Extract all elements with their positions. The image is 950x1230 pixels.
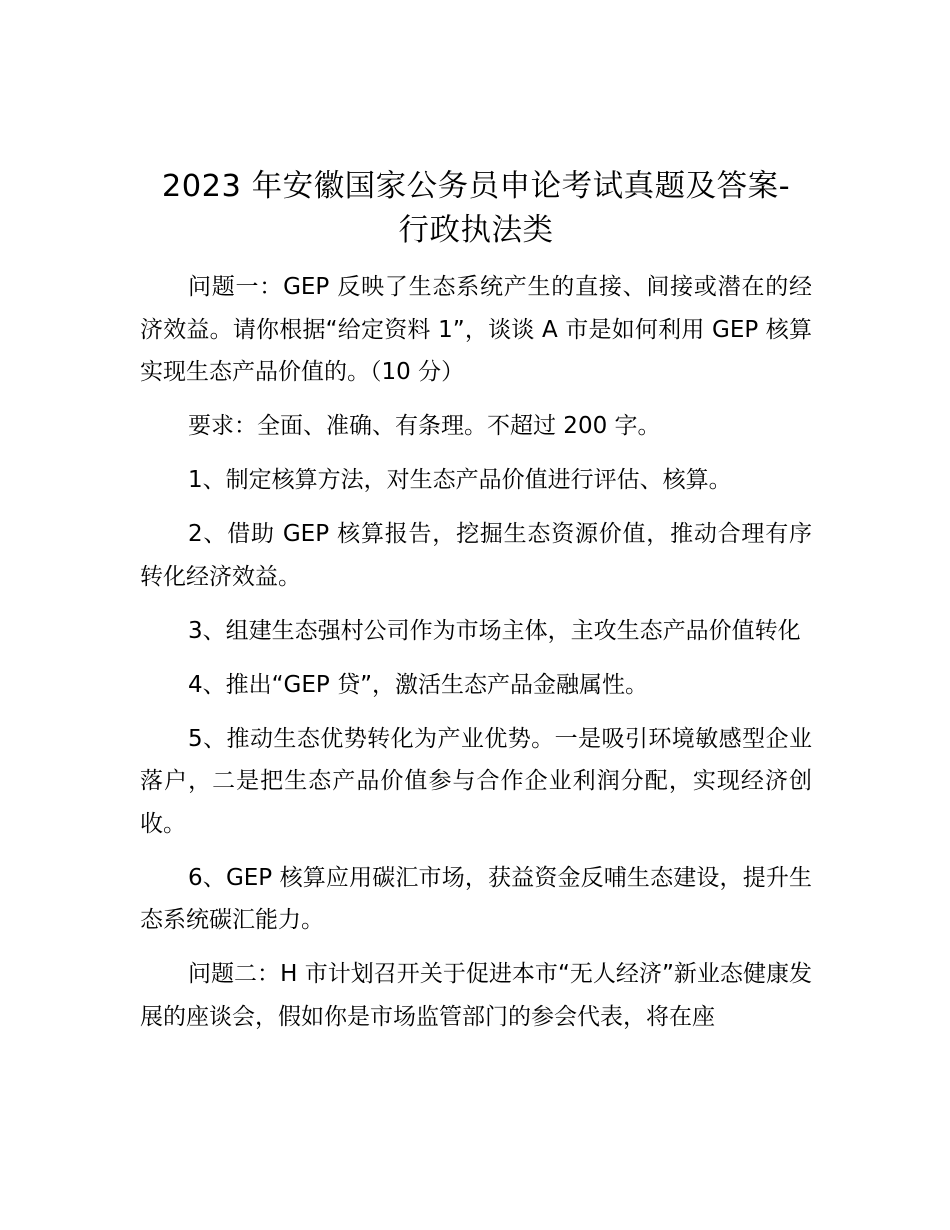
paragraph-question-1: 问题一：GEP 反映了生态系统产生的直接、间接或潜在的经济效益。请你根据“给定资料 1”，谈谈 A 市是如何利用 GEP 核算实现生态产品价值的。（10 分）: [140, 274, 812, 385]
paragraph-question-2: 问题二：H 市计划召开关于促进本市“无人经济”新业态健康发展的座谈会，假如你是市场监管部门的参会代表，将在座: [140, 961, 812, 1030]
paragraph-answer-4: 4、推出“GEP 贷”，激活生态产品金融属性。: [188, 671, 648, 698]
paragraph-answer-3: 3、组建生态强村公司作为市场主体，主攻生态产品价值转化: [188, 617, 801, 644]
title-line-1: 2023 年安徽国家公务员申论考试真题及答案-: [161, 169, 791, 204]
paragraph-answer-2: 2、借助 GEP 核算报告，挖掘生态资源价值，推动合理有序转化经济效益。: [140, 521, 812, 590]
paragraph-answer-5: 5、推动生态优势转化为产业优势。一是吸引环境敏感型企业落户，二是把生态产品价值参与合作企业利润分配，实现经济创收。: [140, 725, 812, 837]
title-line-2: 行政执法类: [398, 213, 554, 248]
paragraph-answer-1: 1、制定核算方法，对生态产品价值进行评估、核算。: [188, 467, 732, 493]
paragraph-answer-6: 6、GEP 核算应用碳汇市场，获益资金反哺生态建设，提升生态系统碳汇能力。: [140, 864, 812, 933]
document-page: [140, 165, 812, 1050]
document-title: [140, 165, 812, 253]
paragraph-requirement: 要求：全面、准确、有条理。不超过 200 字。: [188, 413, 661, 439]
